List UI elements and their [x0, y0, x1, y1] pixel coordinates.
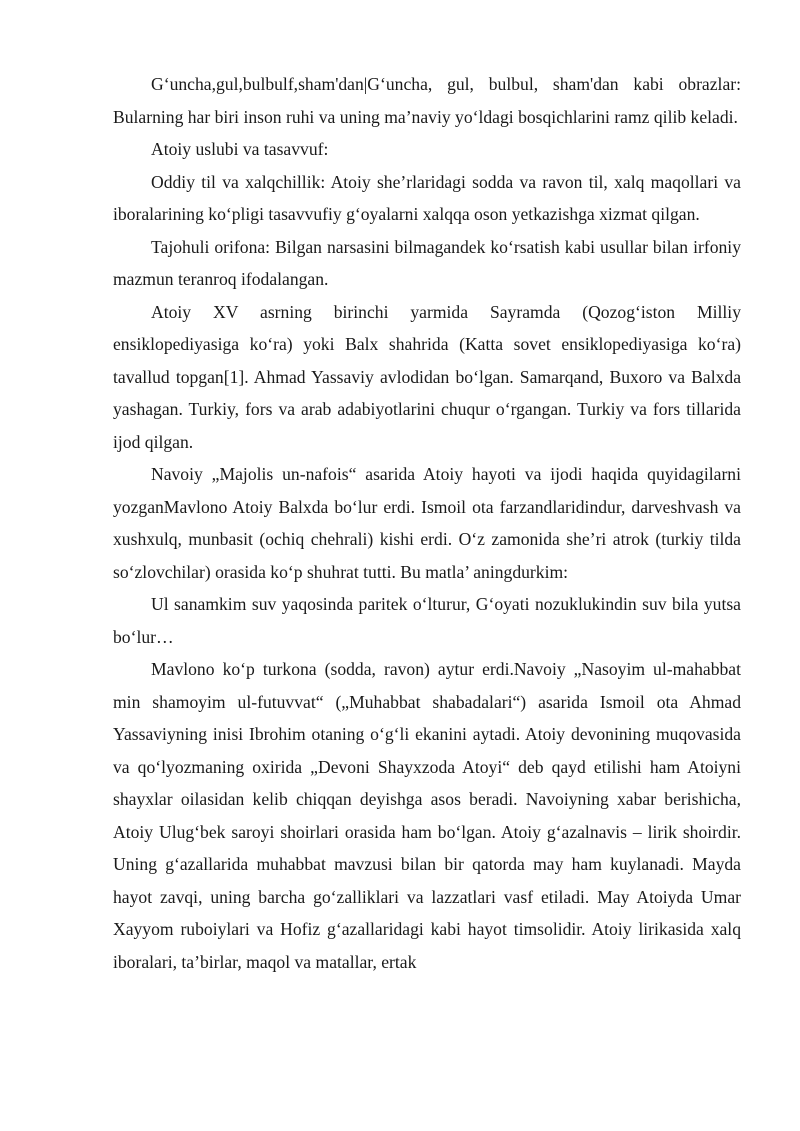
paragraph-oddiy-til: Oddiy til va xalqchillik: Atoiy she’rlaridagi sodda va ravon til, xalq maqollari va iboralarining ko‘pligi tasavvufiy g‘oyalarni xalqqa oson yetkazishga xizmat qilgan. [113, 171, 741, 224]
paragraph-matla-verse: Ul sanamkim suv yaqosinda paritek o‘lturur, G‘oyati nozuklukindin suv bila yutsa bo‘lur… [113, 594, 741, 647]
paragraph-uslub-heading: Atoiy uslubi va tasavvuf: [151, 139, 329, 159]
document-page [113, 68, 741, 978]
paragraph-nasoyim: Mavlono ko‘p turkona (sodda, ravon) aytur erdi.Navoiy „Nasoyim ul-mahabbat min shamoyim ul-futuvvat“ („Muhabbat shabadalari“) asarida Ismoil ota Ahmad Yassaviyning inisi Ibrohim otaning o‘g‘li ekanini aytadi. Atoiy devonining muqovasida va qo‘lyozmaning oxirida „Devoni Shayxzoda Atoyi“ deb qayd etilishi ham Atoiyni shayxlar oilasidan kelib chiqqan deyishga asos beradi. Navoiyning xabar berishicha, Atoiy Ulug‘bek saroyi shoirlari orasida ham bo‘lgan. Atoiy g‘azalnavis – lirik shoirdir. Uning g‘azallarida muhabbat mavzusi bilan bir qatorda may ham kuylanadi. Mayda hayot zavqi, uning barcha go‘zalliklari va lazzatlari vasf etiladi. May Atoiyda Umar Xayyom ruboiylari va Hofiz g‘azallaridagi kabi hayot timsolidir. Atoiy lirikasida xalq iboralari, ta’birlar, maqol va matallar, ertak [113, 659, 741, 972]
paragraph-majolis: Navoiy „Majolis un-nafois“ asarida Atoiy hayoti va ijodi haqida quyidagilarni yozganMavlono Atoiy Balxda bo‘lur erdi. Ismoil ota farzandlaridindur, darveshvash va xushxulq, munbasit (ochiq chehrali) kishi erdi. O‘z zamonida she’ri atrok (turkiy tilda so‘zlovchilar) orasida ko‘p shuhrat tutti. Bu matla’ aningdurkim: [113, 464, 741, 582]
paragraph-biography: Atoiy XV asrning birinchi yarmida Sayramda (Qozog‘iston Milliy ensiklopediyasiga ko‘ra) yoki Balx shahrida (Katta sovet ensiklopediyasiga ko‘ra) tavallud topgan[1]. Ahmad Yassaviy avlodidan bo‘lgan. Samarqand, Buxoro va Balxda yashagan. Turkiy, fors va arab adabiyotlarini chuqur o‘rgangan. Turkiy va fors tillarida ijod qilgan. [113, 301, 741, 452]
paragraph-obrazlar: G‘uncha,gul,bulbulf,sham'dan|G‘uncha, gul, bulbul, sham'dan kabi obrazlar: Bularning har biri inson ruhi va uning ma’naviy yo‘ldagi bosqichlarini ramz qilib keladi. [113, 74, 741, 127]
paragraph-tajohuli-orifona: Tajohuli orifona: Bilgan narsasini bilmagandek ko‘rsatish kabi usullar bilan irfoniy mazmun teranroq ifodalangan. [113, 236, 741, 289]
